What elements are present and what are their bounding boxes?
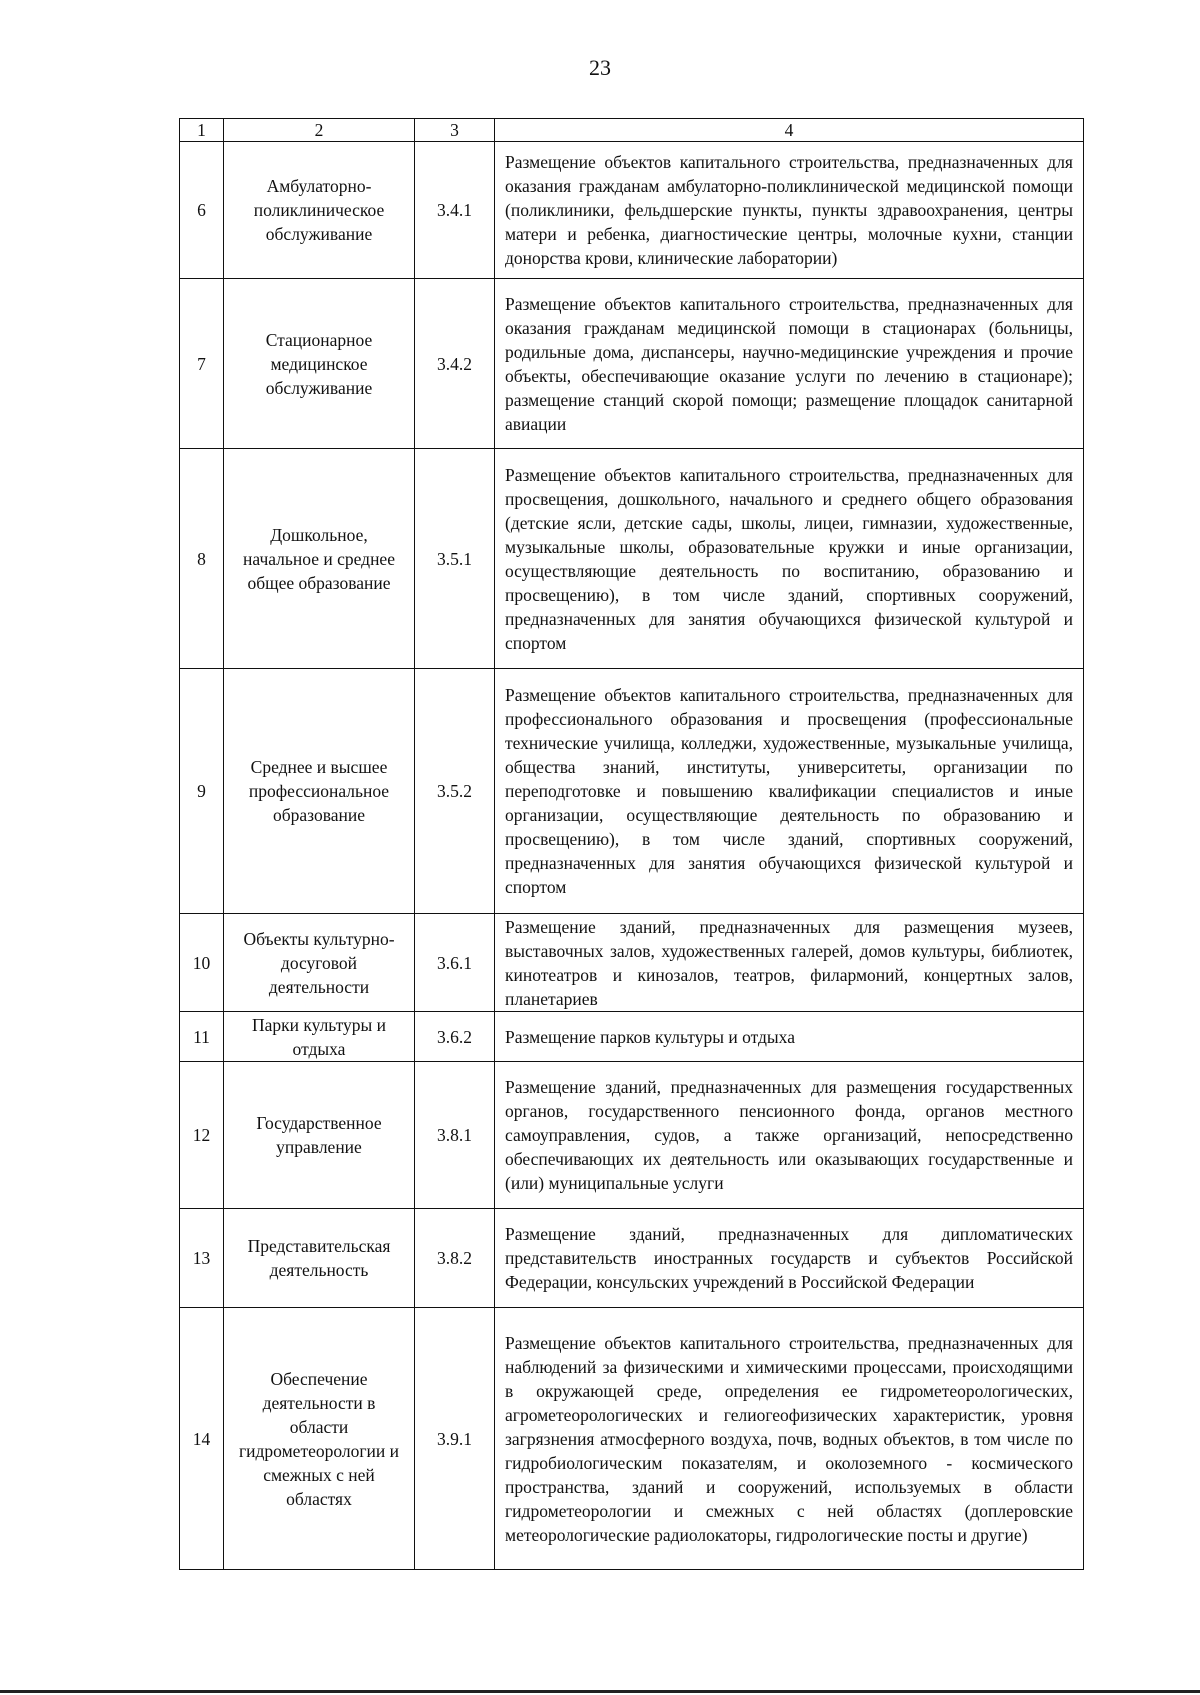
header-col-4: 4 — [495, 119, 1084, 142]
use-type-name: Государственное управление — [224, 1062, 415, 1209]
use-type-name: Амбулаторно-поликлиническое обслуживание — [224, 142, 415, 279]
row-number: 11 — [180, 1012, 224, 1062]
page-number: 23 — [589, 55, 611, 80]
use-type-name: Представительская деятельность — [224, 1209, 415, 1308]
use-type-code: 3.6.1 — [415, 914, 495, 1012]
use-type-code: 3.9.1 — [415, 1308, 495, 1570]
use-type-name: Обеспечение деятельности в области гидрометеорологии и смежных с ней областях — [224, 1308, 415, 1570]
table-row — [180, 1209, 1084, 1308]
row-number: 8 — [180, 449, 224, 669]
use-type-name: Дошкольное, начальное и среднее общее образование — [224, 449, 415, 669]
row-number: 10 — [180, 914, 224, 1012]
use-type-description: Размещение объектов капитального строительства, предназначенных для просвещения, дошкольного, начального и среднего общего образования (детские ясли, детские сады, школы, лицеи, гимназии, художественные, музыкальные школы, образовательные кружки и иные организации, осуществляющие деятельность по воспитанию, образованию и просвещению), в том числе зданий, спортивных сооружений, предназначенных для занятия обучающихся физической культурой и спортом — [495, 449, 1084, 669]
row-number: 9 — [180, 669, 224, 914]
header-col-3: 3 — [415, 119, 495, 142]
use-type-name: Среднее и высшее профессиональное образование — [224, 669, 415, 914]
row-number: 12 — [180, 1062, 224, 1209]
table-row — [180, 449, 1084, 669]
table-row — [180, 1062, 1084, 1209]
use-type-description: Размещение объектов капитального строительства, предназначенных для наблюдений за физическими и химическими процессами, происходящими в окружающей среде, определения ее гидрометеорологических, агрометеорологических и гелиогеофизических характеристик, уровня загрязнения атмосферного воздуха, почв, водных объектов, в том числе по гидробиологическим показателям, и околоземного - космического пространства, зданий и сооружений, используемых в области гидрометеорологии и смежных с ней областях (доплеровские метеорологические радиолокаторы, гидрологические посты и другие) — [495, 1308, 1084, 1570]
use-type-description: Размещение зданий, предназначенных для размещения государственных органов, государственного пенсионного фонда, органов местного самоуправления, судов, а также организаций, непосредственно обеспечивающих их деятельность или оказывающих государственные и (или) муниципальные услуги — [495, 1062, 1084, 1209]
table-row — [180, 1012, 1084, 1062]
use-type-name: Объекты культурно-досуговой деятельности — [224, 914, 415, 1012]
row-number: 13 — [180, 1209, 224, 1308]
header-col-1: 1 — [180, 119, 224, 142]
table-row — [180, 142, 1084, 279]
header-col-2: 2 — [224, 119, 415, 142]
table-row — [180, 1308, 1084, 1570]
use-type-code: 3.4.2 — [415, 279, 495, 449]
use-type-description: Размещение объектов капитального строительства, предназначенных для профессионального образования и просвещения (профессиональные технические училища, колледжи, художественные, музыкальные училища, общества знаний, институты, университеты, организации по переподготовке и повышению квалификации специалистов и иные организации, осуществляющие деятельность по образованию и просвещению), в том числе зданий, спортивных сооружений, предназначенных для занятия обучающихся физической культурой и спортом — [495, 669, 1084, 914]
use-type-description: Размещение объектов капитального строительства, предназначенных для оказания гражданам медицинской помощи в стационарах (больницы, родильные дома, диспансеры, научно-медицинские учреждения и прочие объекты, обеспечивающие оказание услуги по лечению в стационаре); размещение станций скорой помощи; размещение площадок санитарной авиации — [495, 279, 1084, 449]
use-type-name: Парки культуры и отдыха — [224, 1012, 415, 1062]
use-type-code: 3.8.2 — [415, 1209, 495, 1308]
row-number: 7 — [180, 279, 224, 449]
table-row — [180, 669, 1084, 914]
use-type-code: 3.5.1 — [415, 449, 495, 669]
row-number: 6 — [180, 142, 224, 279]
use-type-description: Размещение объектов капитального строительства, предназначенных для оказания гражданам амбулаторно-поликлинической медицинской помощи (поликлиники, фельдшерские пункты, пункты здравоохранения, центры матери и ребенка, диагностические центры, молочные кухни, станции донорства крови, клинические лаборатории) — [495, 142, 1084, 279]
use-type-description: Размещение зданий, предназначенных для размещения музеев, выставочных залов, художественных галерей, домов культуры, библиотек, кинотеатров и кинозалов, театров, филармоний, концертных залов, планетариев — [495, 914, 1084, 1012]
use-type-description: Размещение парков культуры и отдыха — [495, 1012, 1084, 1062]
use-type-code: 3.8.1 — [415, 1062, 495, 1209]
use-type-description: Размещение зданий, предназначенных для дипломатических представительств иностранных государств и субъектов Российской Федерации, консульских учреждений в Российской Федерации — [495, 1209, 1084, 1308]
scan-edge-rule — [0, 1690, 1200, 1693]
land-use-table — [179, 118, 1084, 1570]
table-header-row — [180, 119, 1084, 142]
use-type-code: 3.6.2 — [415, 1012, 495, 1062]
table-row — [180, 279, 1084, 449]
use-type-code: 3.4.1 — [415, 142, 495, 279]
table-row — [180, 914, 1084, 1012]
use-type-name: Стационарное медицинское обслуживание — [224, 279, 415, 449]
use-type-code: 3.5.2 — [415, 669, 495, 914]
row-number: 14 — [180, 1308, 224, 1570]
